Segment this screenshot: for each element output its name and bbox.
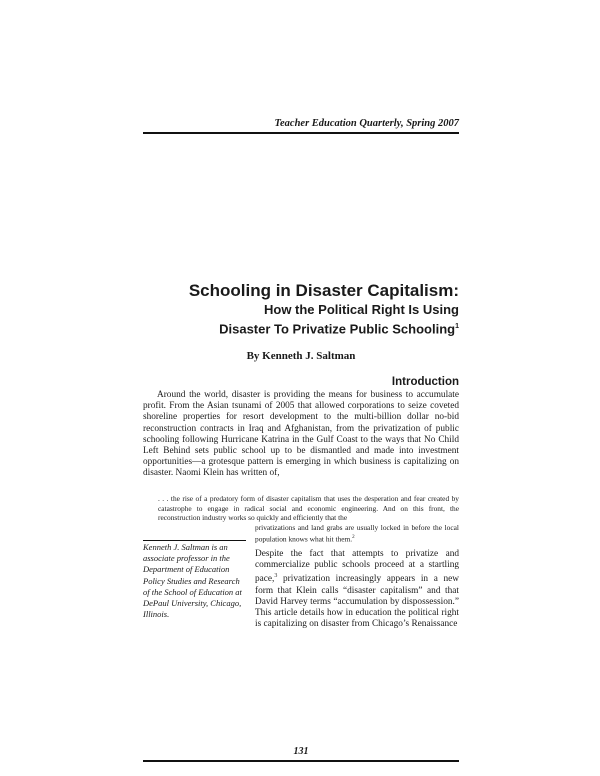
byline: By Kenneth J. Saltman <box>246 350 356 362</box>
author-note-rule <box>143 540 246 541</box>
main-paragraph-text-b: privatization increasingly appears in a new form that Klein calls “disaster capitalism” and that David Harvey terms “accumulation by dispossession.” This article details how in education the political right is capitalizing on disaster from Chicago’s Renaissance <box>255 574 459 630</box>
block-quote-part-1: . . . the rise of a predatory form of disaster capitalism that uses the desperation and fear created by catastrophe to engage in radical social and economic engineering. And on this front, the reconstruction industry works so quickly and efficiently that the <box>158 494 459 522</box>
footer-rule <box>143 760 459 762</box>
article-subtitle-line-2 <box>143 318 459 337</box>
article-title: Schooling in Disaster Capitalism: <box>188 281 459 300</box>
title-block <box>143 281 459 337</box>
intro-paragraph: Around the world, disaster is providing the means for business to accumulate profit. From the Asian tsunami of 2005 that allowed corporations to seize coveted shoreline properties for resort development to the multi-billion dollar no-bid reconstruction contracts in Iraq and Afghanistan, from the privatization of public schooling following Hurricane Katrina in the Gulf Coast to the ways that No Child Left Behind sets public school up to be dismantled and made into investment opportunities—a grotesque pattern is emerging in which business is capitalizing on disaster. Naomi Klein has written of, <box>143 390 459 479</box>
main-footnote-marker: 3 <box>274 573 278 580</box>
block-quote-part-2 <box>255 523 459 543</box>
subtitle-footnote-marker: 1 <box>455 323 459 330</box>
article-subtitle-line-1: How the Political Right Is Using <box>263 302 459 317</box>
main-paragraph-text-a: Despite the fact that attempts to privatize and commercialize public schools proceed at a startling pace, <box>255 549 459 585</box>
author-note: Kenneth J. Saltman is an associate professor in the Department of Education Policy Studies and Research of the School of Education at DePaul University, Chicago, Illinois. <box>143 542 242 620</box>
main-paragraph <box>255 549 459 631</box>
journal-header: Teacher Education Quarterly, Spring 2007 <box>274 118 459 129</box>
section-heading: Introduction <box>391 376 459 388</box>
header-rule <box>143 132 459 134</box>
quote-footnote-marker: 2 <box>352 534 355 540</box>
block-quote-part-2-text: privatizations and land grabs are usually locked in before the local population knows what hit them. <box>255 523 459 543</box>
subtitle-line-2-text: Disaster To Privatize Public Schooling <box>219 321 456 337</box>
page-number: 131 <box>293 746 309 757</box>
